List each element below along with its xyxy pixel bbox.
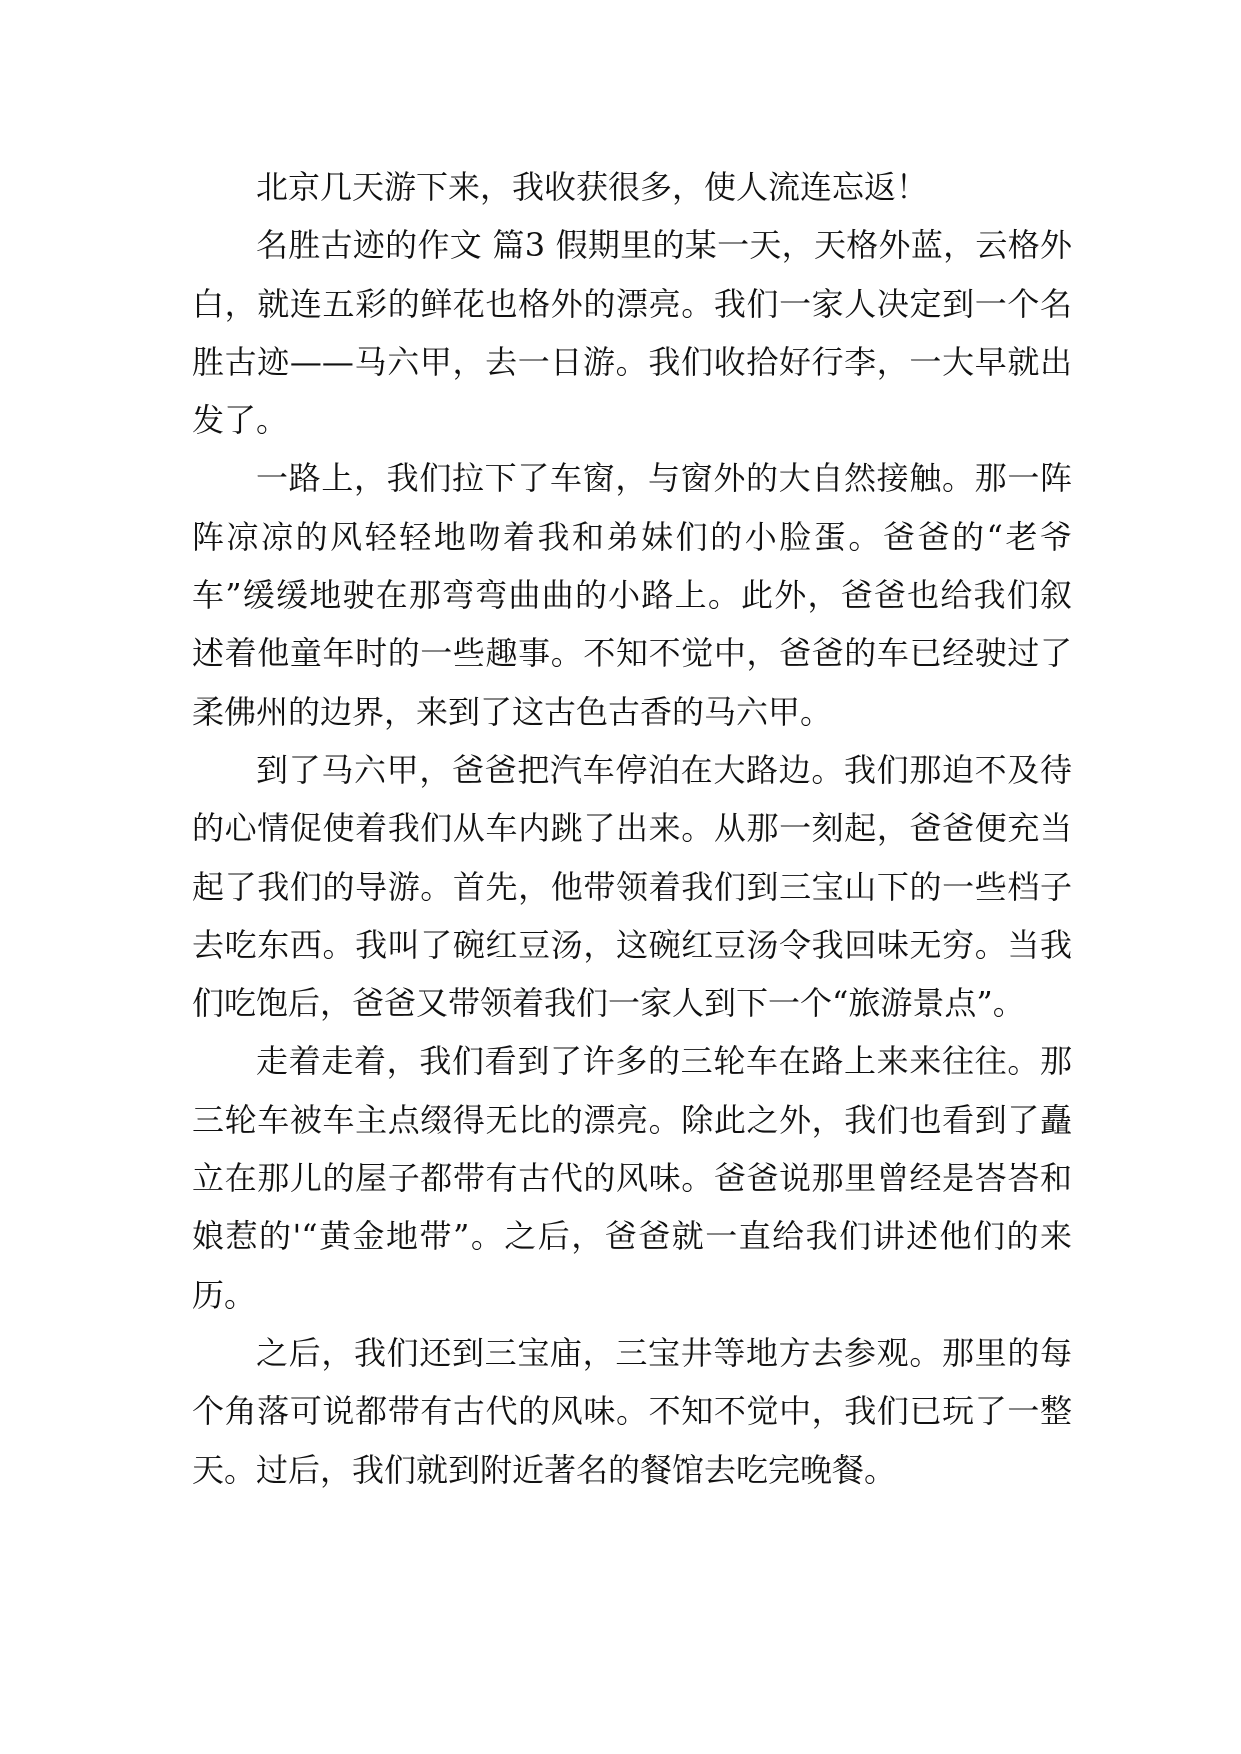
- paragraph: 到了马六甲，爸爸把汽车停泊在大路边。我们那迫不及待的心情促使着我们从车内跳了出来。从那一刻起，爸爸便充当起了我们的导游。首先，他带领着我们到三宝山下的一些档子去吃东西。我叫了碗红豆汤，这碗红豆汤令我回味无穷。当我们吃饱后，爸爸又带领着我们一家人到下一个“旅游景点”。: [192, 750, 1072, 1023]
- paragraph: 之后，我们还到三宝庙，三宝井等地方去参观。那里的每个角落可说都带有古代的风味。不知不觉中，我们已玩了一整天。过后，我们就到附近著名的餐馆去吃完晚餐。: [192, 1333, 1072, 1489]
- paragraph: 一路上，我们拉下了车窗，与窗外的大自然接触。那一阵阵凉凉的风轻轻地吻着我和弟妹们的小脸蛋。爸爸的“老爷车”缓缓地驶在那弯弯曲曲的小路上。此外，爸爸也给我们叙述着他童年时的一些趣事。不知不觉中，爸爸的车已经驶过了柔佛州的边界，来到了这古色古香的马六甲。: [192, 459, 1072, 731]
- essay-body: [192, 158, 1072, 1499]
- paragraph: 北京几天游下来，我收获很多，使人流连忘返！: [256, 168, 929, 206]
- paragraph: 名胜古迹的作文 篇3 假期里的某一天，天格外蓝，云格外白，就连五彩的鲜花也格外的漂亮。我们一家人决定到一个名胜古迹——马六甲，去一日游。我们收拾好行李，一大早就出发了。: [192, 226, 1072, 440]
- paragraph: 走着走着，我们看到了许多的三轮车在路上来来往往。那三轮车被车主点缀得无比的漂亮。除此之外，我们也看到了矗立在那儿的屋子都带有古代的风味。爸爸说那里曾经是峇峇和娘惹的'“黄金地带”。之后，爸爸就一直给我们讲述他们的来历。: [192, 1042, 1072, 1314]
